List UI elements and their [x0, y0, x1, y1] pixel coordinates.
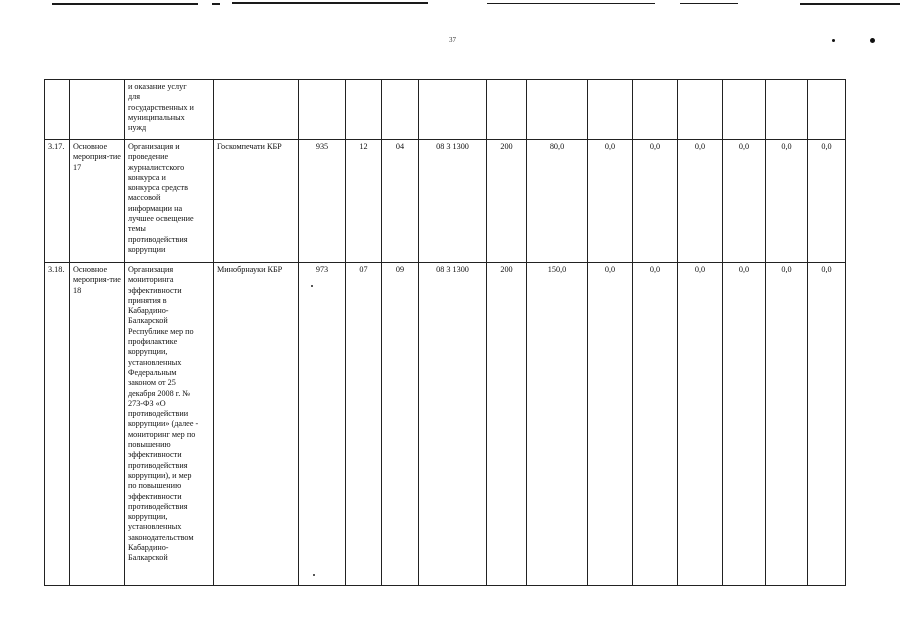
cell-grbs — [299, 80, 346, 140]
cell-value — [527, 80, 588, 140]
cell-name: и оказание услуг для государственных и муниципальных нужд — [125, 80, 214, 140]
cell-rz: 12 — [346, 140, 382, 263]
cell-name: Организация и проведение журналистского конкурса и конкурса средств массовой информации на лучшее освещение темы противодействия коррупции — [125, 140, 214, 263]
scan-artifact-line — [680, 3, 738, 4]
cell-vr: 200 — [487, 140, 527, 263]
cell-status: Основное мероприя-тие 18 — [70, 263, 125, 586]
table-row-continuation — [45, 80, 846, 140]
scan-artifact-line — [487, 3, 655, 4]
cell-value: 0,0 — [808, 263, 846, 586]
scan-artifact-line — [800, 3, 900, 5]
cell-value: 0,0 — [588, 263, 633, 586]
cell-value: 0,0 — [723, 263, 766, 586]
cell-value: 0,0 — [633, 140, 678, 263]
cell-value: 0,0 — [766, 263, 808, 586]
cell-value: 0,0 — [723, 140, 766, 263]
cell-value: 0,0 — [678, 263, 723, 586]
cell-vr — [487, 80, 527, 140]
cell-csr: 08 3 1300 — [419, 263, 487, 586]
cell-num — [45, 80, 70, 140]
scan-artifact-line — [212, 3, 220, 5]
cell-value — [678, 80, 723, 140]
cell-value: 0,0 — [588, 140, 633, 263]
cell-pr — [382, 80, 419, 140]
cell-executor: Минобрнауки КБР — [214, 263, 299, 586]
cell-value — [633, 80, 678, 140]
cell-value — [808, 80, 846, 140]
scan-artifact-dot — [313, 574, 315, 576]
cell-grbs: 935 — [299, 140, 346, 263]
cell-status: Основное мероприя-тие 17 — [70, 140, 125, 263]
cell-status — [70, 80, 125, 140]
table-row — [45, 140, 846, 263]
cell-num: 3.17. — [45, 140, 70, 263]
scan-artifact-line — [52, 3, 198, 5]
cell-value — [723, 80, 766, 140]
cell-grbs: 973 — [299, 263, 346, 586]
cell-vr: 200 — [487, 263, 527, 586]
scan-artifact-dot — [311, 285, 313, 287]
cell-value: 150,0 — [527, 263, 588, 586]
cell-value: 0,0 — [633, 263, 678, 586]
cell-value: 0,0 — [766, 140, 808, 263]
table-row — [45, 263, 846, 586]
cell-csr: 08 3 1300 — [419, 140, 487, 263]
cell-csr — [419, 80, 487, 140]
cell-rz: 07 — [346, 263, 382, 586]
cell-rz — [346, 80, 382, 140]
budget-table — [44, 79, 846, 586]
cell-name: Организация мониторинга эффективности принятия в Кабардино- Балкарской Республике мер по профилактике коррупции, установленных Федеральным законом от 25 декабря 2008 г. № 273-ФЗ «О противодействии коррупции» (далее - мониторинг мер по повышению эффективности противодействия коррупции), и мер по повышению эффективности противодействия коррупции, установленных законодательством Кабардино- Балкарской — [125, 263, 214, 586]
cell-value — [766, 80, 808, 140]
cell-pr: 09 — [382, 263, 419, 586]
cell-pr: 04 — [382, 140, 419, 263]
cell-value: 0,0 — [808, 140, 846, 263]
cell-executor: Госкомпечати КБР — [214, 140, 299, 263]
cell-executor — [214, 80, 299, 140]
scan-artifact-line — [232, 2, 428, 4]
cell-value: 0,0 — [678, 140, 723, 263]
cell-value: 80,0 — [527, 140, 588, 263]
page-number: 37 — [449, 36, 456, 44]
cell-value — [588, 80, 633, 140]
cell-num: 3.18. — [45, 263, 70, 586]
